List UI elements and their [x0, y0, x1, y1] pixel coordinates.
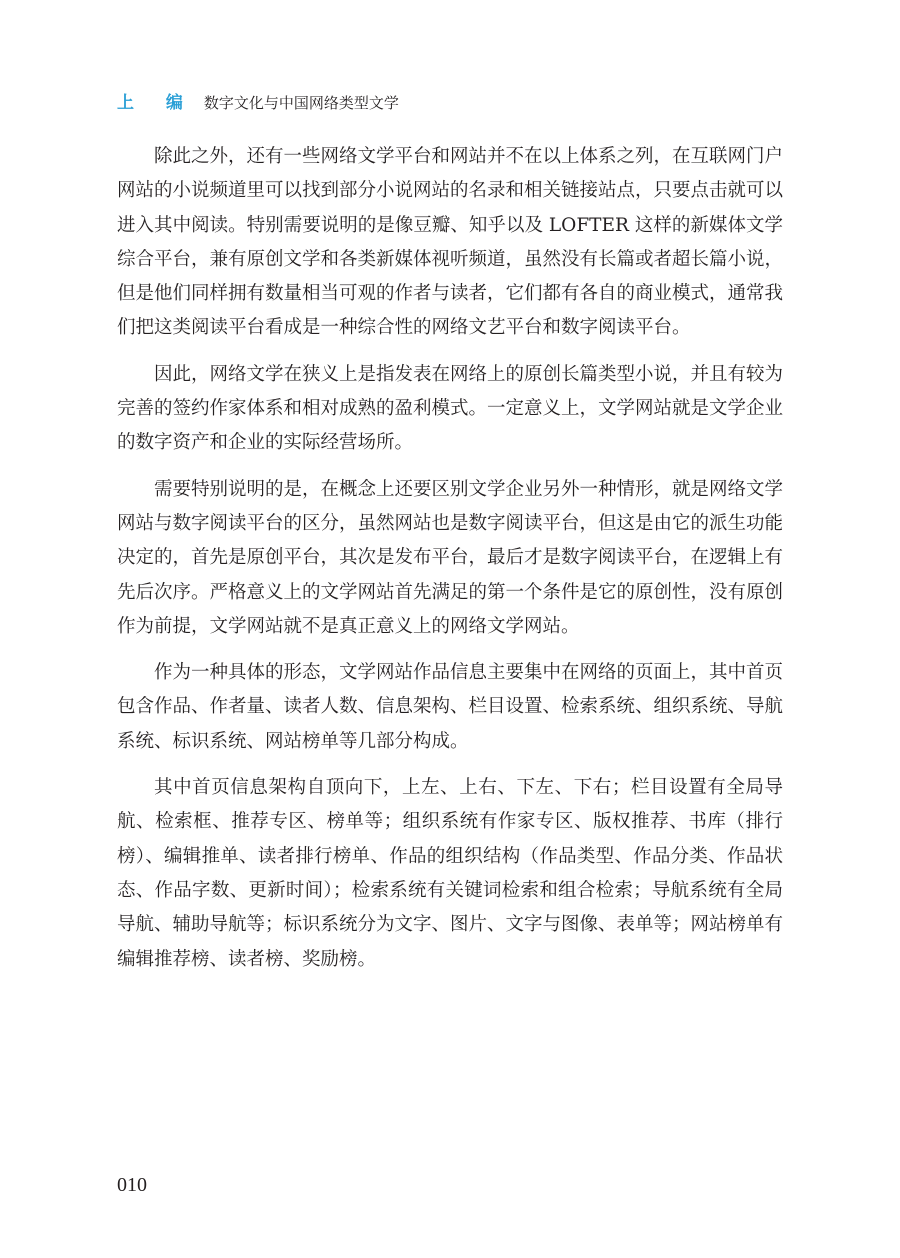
body-text [117, 140, 783, 989]
part-label: 上 编 [117, 93, 196, 113]
paragraph: 作为一种具体的形态，文学网站作品信息主要集中在网络的页面上，其中首页包含作品、作者量、读者人数、信息架构、栏目设置、检索系统、组织系统、导航系统、标识系统、网站榜单等几部分构成。 [117, 662, 784, 752]
page-number: 010 [117, 1174, 147, 1196]
part-title: 数字文化与中国网络类型文学 [203, 94, 399, 112]
running-header [117, 88, 399, 112]
paragraph: 因此，网络文学在狭义上是指发表在网络上的原创长篇类型小说，并且有较为完善的签约作家体系和相对成熟的盈利模式。一定意义上，文学网站就是文学企业的数字资产和企业的实际经营场所。 [117, 363, 784, 454]
paragraph: 除此之外，还有一些网络文学平台和网站并不在以上体系之列，在互联网门户网站的小说频道里可以找到部分小说网站的名录和相关链接站点，只要点击就可以进入其中阅读。特别需要说明的是像豆瓣、知乎以及 LOFTER 这样的新媒体文学综合平台，兼有原创文学和各类新媒体视听频道，虽然没有长篇或者超长篇小说，但是他们同样拥有数量相当可观的作者与读者，它们都有各自的商业模式，通常我们把这类阅读平台看成是一种综合性的网络文艺平台和数字阅读平台。 [117, 146, 784, 339]
paragraph: 需要特别说明的是，在概念上还要区别文学企业另外一种情形，就是网络文学网站与数字阅读平台的区分，虽然网站也是数字阅读平台，但这是由它的派生功能决定的，首先是原创平台，其次是发布平台，最后才是数字阅读平台，在逻辑上有先后次序。严格意义上的文学网站首先满足的第一个条件是它的原创性，没有原创作为前提，文学网站就不是真正意义上的网络文学网站。 [117, 478, 784, 637]
paragraph: 其中首页信息架构自顶向下，上左、上右、下左、下右；栏目设置有全局导航、检索框、推荐专区、榜单等；组织系统有作家专区、版权推荐、书库（排行榜）、编辑推单、读者排行榜单、作品的组织结构（作品类型、作品分类、作品状态、作品字数、更新时间）；检索系统有关键词检索和组合检索；导航系统有全局导航、辅助导航等；标识系统分为文字、图片、文字与图像、表单等；网站榜单有编辑推荐榜、读者榜、奖励榜。 [117, 777, 784, 970]
